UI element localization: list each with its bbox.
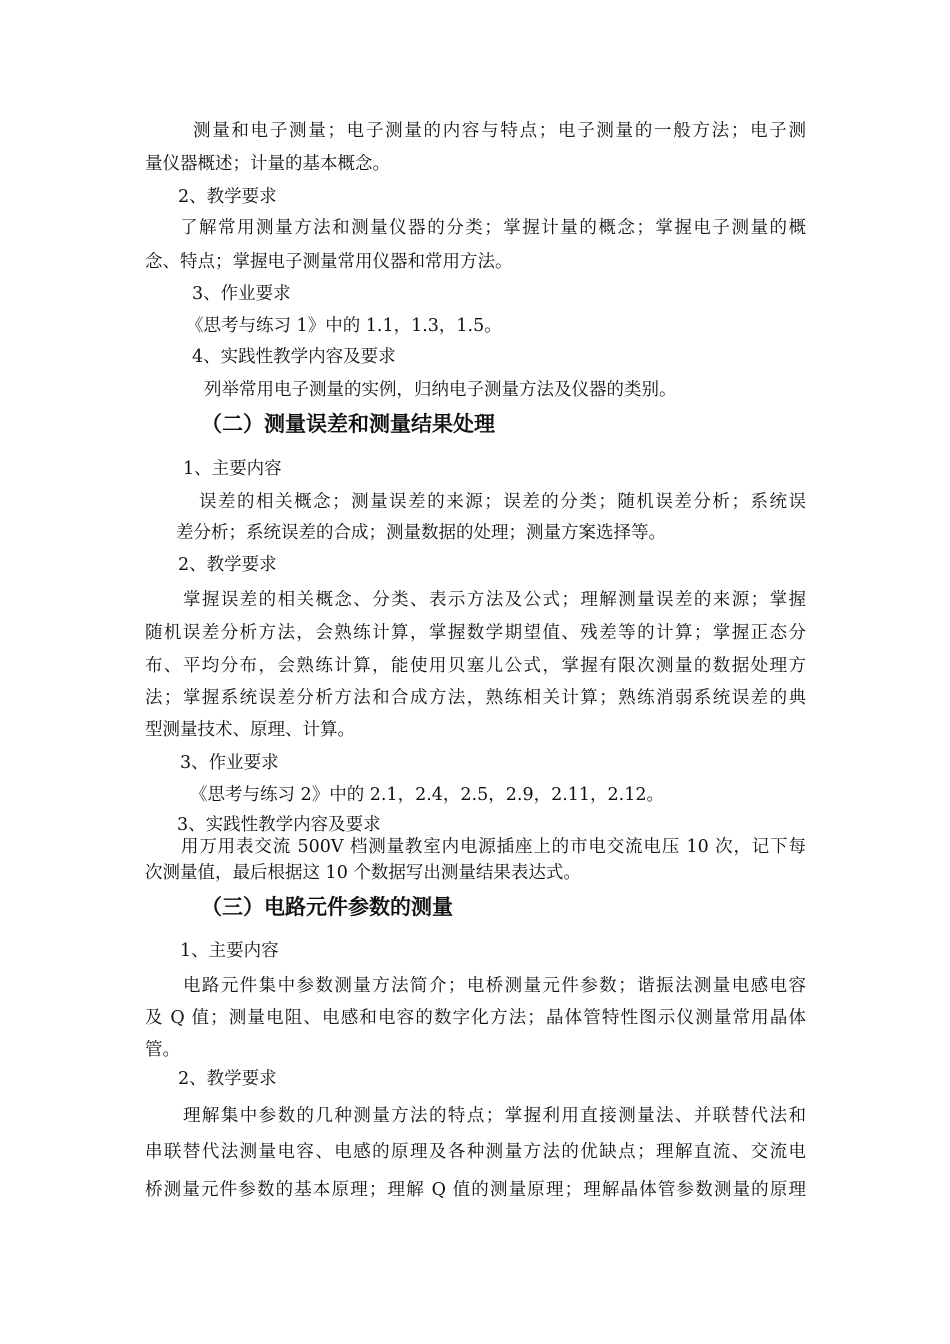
s2-content-line-2: 差分析；系统误差的合成；测量数据的处理；测量方案选择等。 (176, 523, 666, 543)
s2-requirements-line-2: 随机误差分析方法，会熟练计算，掌握数学期望值、残差等的计算；掌握正态分 (145, 623, 806, 643)
s1-heading-teaching-requirements: 2、教学要求 (178, 187, 277, 207)
s2-heading-practice: 3、实践性教学内容及要求 (177, 815, 381, 835)
s1-requirements-line-2: 念、特点；掌握电子测量常用仪器和常用方法。 (145, 252, 513, 272)
s2-heading-main-content: 1、主要内容 (183, 459, 282, 479)
s3-requirements-line-3: 桥测量元件参数的基本原理；理解 Q 值的测量原理；理解晶体管参数测量的原理 (145, 1180, 806, 1200)
s3-content-line-2: 及 Q 值；测量电阻、电感和电容的数字化方法；晶体管特性图示仪测量常用晶体 (145, 1008, 806, 1028)
s1-content-line-2: 量仪器概述；计量的基本概念。 (145, 154, 390, 174)
s2-practice-line-1: 用万用表交流 500V 档测量教室内电源插座上的市电交流电压 10 次，记下每 (181, 837, 806, 857)
s2-requirements-line-1: 掌握误差的相关概念、分类、表示方法及公式；理解测量误差的来源；掌握 (183, 590, 806, 610)
s1-heading-homework: 3、作业要求 (192, 284, 291, 304)
s2-requirements-line-4: 法；掌握系统误差分析方法和合成方法，熟练相关计算；熟练消弱系统误差的典 (145, 688, 806, 708)
s3-heading-main-content: 1、主要内容 (180, 941, 279, 961)
s3-content-line-1: 电路元件集中参数测量方法简介；电桥测量元件参数；谐振法测量电感电容 (183, 976, 806, 996)
s1-homework-text: 《思考与练习 1》中的 1.1，1.3，1.5。 (186, 316, 502, 336)
s3-heading-teaching-requirements: 2、教学要求 (178, 1069, 277, 1089)
s3-requirements-line-2: 串联替代法测量电容、电感的原理及各种测量方法的优缺点；理解直流、交流电 (145, 1142, 806, 1162)
s2-heading-teaching-requirements: 2、教学要求 (178, 555, 277, 575)
s2-requirements-line-5: 型测量技术、原理、计算。 (145, 720, 355, 740)
s2-homework-text: 《思考与练习 2》中的 2.1，2.4，2.5，2.9，2.11，2.12。 (190, 785, 665, 805)
s2-practice-line-2: 次测量值，最后根据这 10 个数据写出测量结果表达式。 (145, 863, 581, 883)
s2-content-line-1: 误差的相关概念；测量误差的来源；误差的分类；随机误差分析；系统误 (199, 492, 806, 512)
s2-heading-homework: 3、作业要求 (180, 753, 279, 773)
section-2-title: （二）测量误差和测量结果处理 (201, 412, 495, 436)
s1-requirements-line-1: 了解常用测量方法和测量仪器的分类；掌握计量的概念；掌握电子测量的概 (180, 218, 806, 238)
section-3-title: （三）电路元件参数的测量 (201, 895, 453, 919)
s1-heading-practice: 4、实践性教学内容及要求 (192, 347, 396, 367)
s1-content-line-1: 测量和电子测量；电子测量的内容与特点；电子测量的一般方法；电子测 (193, 121, 806, 141)
s1-practice-text: 列举常用电子测量的实例，归纳电子测量方法及仪器的类别。 (204, 380, 677, 400)
s3-requirements-line-1: 理解集中参数的几种测量方法的特点；掌握利用直接测量法、并联替代法和 (183, 1106, 806, 1126)
s3-content-line-3: 管。 (145, 1040, 180, 1060)
s2-requirements-line-3: 布、平均分布，会熟练计算，能使用贝塞儿公式，掌握有限次测量的数据处理方 (145, 656, 806, 676)
